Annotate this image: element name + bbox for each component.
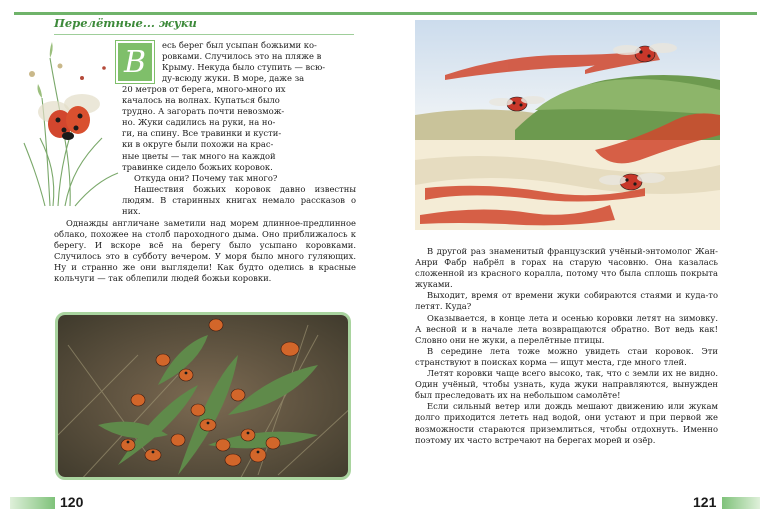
ladybug-grass-illustration bbox=[20, 38, 120, 208]
para-line: ги, на спину. Все травинки и кусти- bbox=[122, 128, 282, 139]
page-number: 121 bbox=[693, 494, 717, 510]
paragraph: Летят коровки чаще всего высоко, так, что с земли их не видно. Один учёный, чтобы узнать, куда жуки направляются, вынужден был преследовать их на небольшом самолёте! bbox=[415, 368, 718, 401]
intro-paragraph bbox=[162, 40, 356, 84]
paragraph: Оказывается, в конце лета и осенью коровки летят на зимовку. А весной и в начале лета возвращаются обратно. Вот ведь как! Словно они не жуки, а перелётные птицы. bbox=[415, 312, 718, 345]
para-line: Крыму. Некуда было ступить — всю- bbox=[162, 62, 326, 73]
footer-bar bbox=[722, 497, 760, 509]
title-underline bbox=[54, 34, 354, 35]
painting-image bbox=[415, 20, 720, 230]
footer-bar bbox=[10, 497, 55, 509]
paragraph: Выходит, время от времени жуки собираются стаями и куда-то летят. Куда? bbox=[415, 290, 718, 312]
paragraph-block bbox=[54, 218, 356, 285]
paragraph: Если сильный ветер или дождь мешают движению или жукам долго приходится лететь над водой, они устают и при первой же возможности стараются приземлиться, чтобы отдохнуть. Именно поэтому их часто встречают на берегах морей и озёр. bbox=[415, 401, 718, 445]
intro-paragraph-cont bbox=[122, 84, 356, 217]
para-line: есь берег был усыпан божьими ко- bbox=[162, 40, 317, 50]
chapter-title: Перелётные... жуки bbox=[54, 16, 197, 30]
paragraph: Однажды англичане заметили над морем длинное-предлинное облако, похожее на столб пароходного дыма. Оно приближалось к берегу. И вскоре всё на берегу было усыпано коровками. Случилось это в субботу вечером. У моря было много гуляющих. Ну и странно же они выглядели! Как будто оделись в красные кольчуги — так облепили людей божьи коровки. bbox=[54, 218, 356, 284]
para-line: ду-всюду жуки. В море, даже за bbox=[162, 73, 305, 84]
para-line: качалось на волнах. Купаться было bbox=[122, 95, 280, 106]
para-line: ки в округе были похожи на крас- bbox=[122, 139, 274, 150]
top-rule bbox=[14, 12, 385, 15]
paragraph: Откуда они? Почему так много? bbox=[134, 172, 278, 183]
para-line: травинке сидело божьих коровок. bbox=[122, 161, 273, 172]
right-text-block bbox=[415, 246, 718, 446]
paragraph: В середине лета тоже можно увидеть стаи коровок. Эти странствуют в поисках корма — ищут места, где много тлей. bbox=[415, 345, 718, 367]
para-line: ные цветы — так много на каждой bbox=[122, 150, 276, 161]
ladybug-photo bbox=[55, 312, 351, 480]
para-line: трудно. А загорать почти невозмож- bbox=[122, 106, 285, 117]
paragraph: Нашествия божьих коровок давно известны людям. В старинных книгах немало рассказов о них. bbox=[122, 183, 356, 217]
drop-cap: В bbox=[116, 41, 154, 83]
ladybug-flight-painting bbox=[415, 20, 720, 230]
para-line: но. Жуки садились на руки, на но- bbox=[122, 117, 276, 128]
paragraph: В другой раз знаменитый французский учёный-энтомолог Жан-Анри Фабр набрёл в горах на старую часовню. Она казалась сложенной из красного коралла, потому что была сплошь покрыта жуками. bbox=[415, 246, 718, 290]
top-rule bbox=[385, 12, 757, 15]
ladybug-photo-image bbox=[58, 315, 351, 480]
para-line: 20 метров от берега, много-много их bbox=[122, 84, 286, 94]
page-number: 120 bbox=[60, 494, 84, 510]
para-line: ровками. Случилось это на пляже в bbox=[162, 51, 322, 62]
